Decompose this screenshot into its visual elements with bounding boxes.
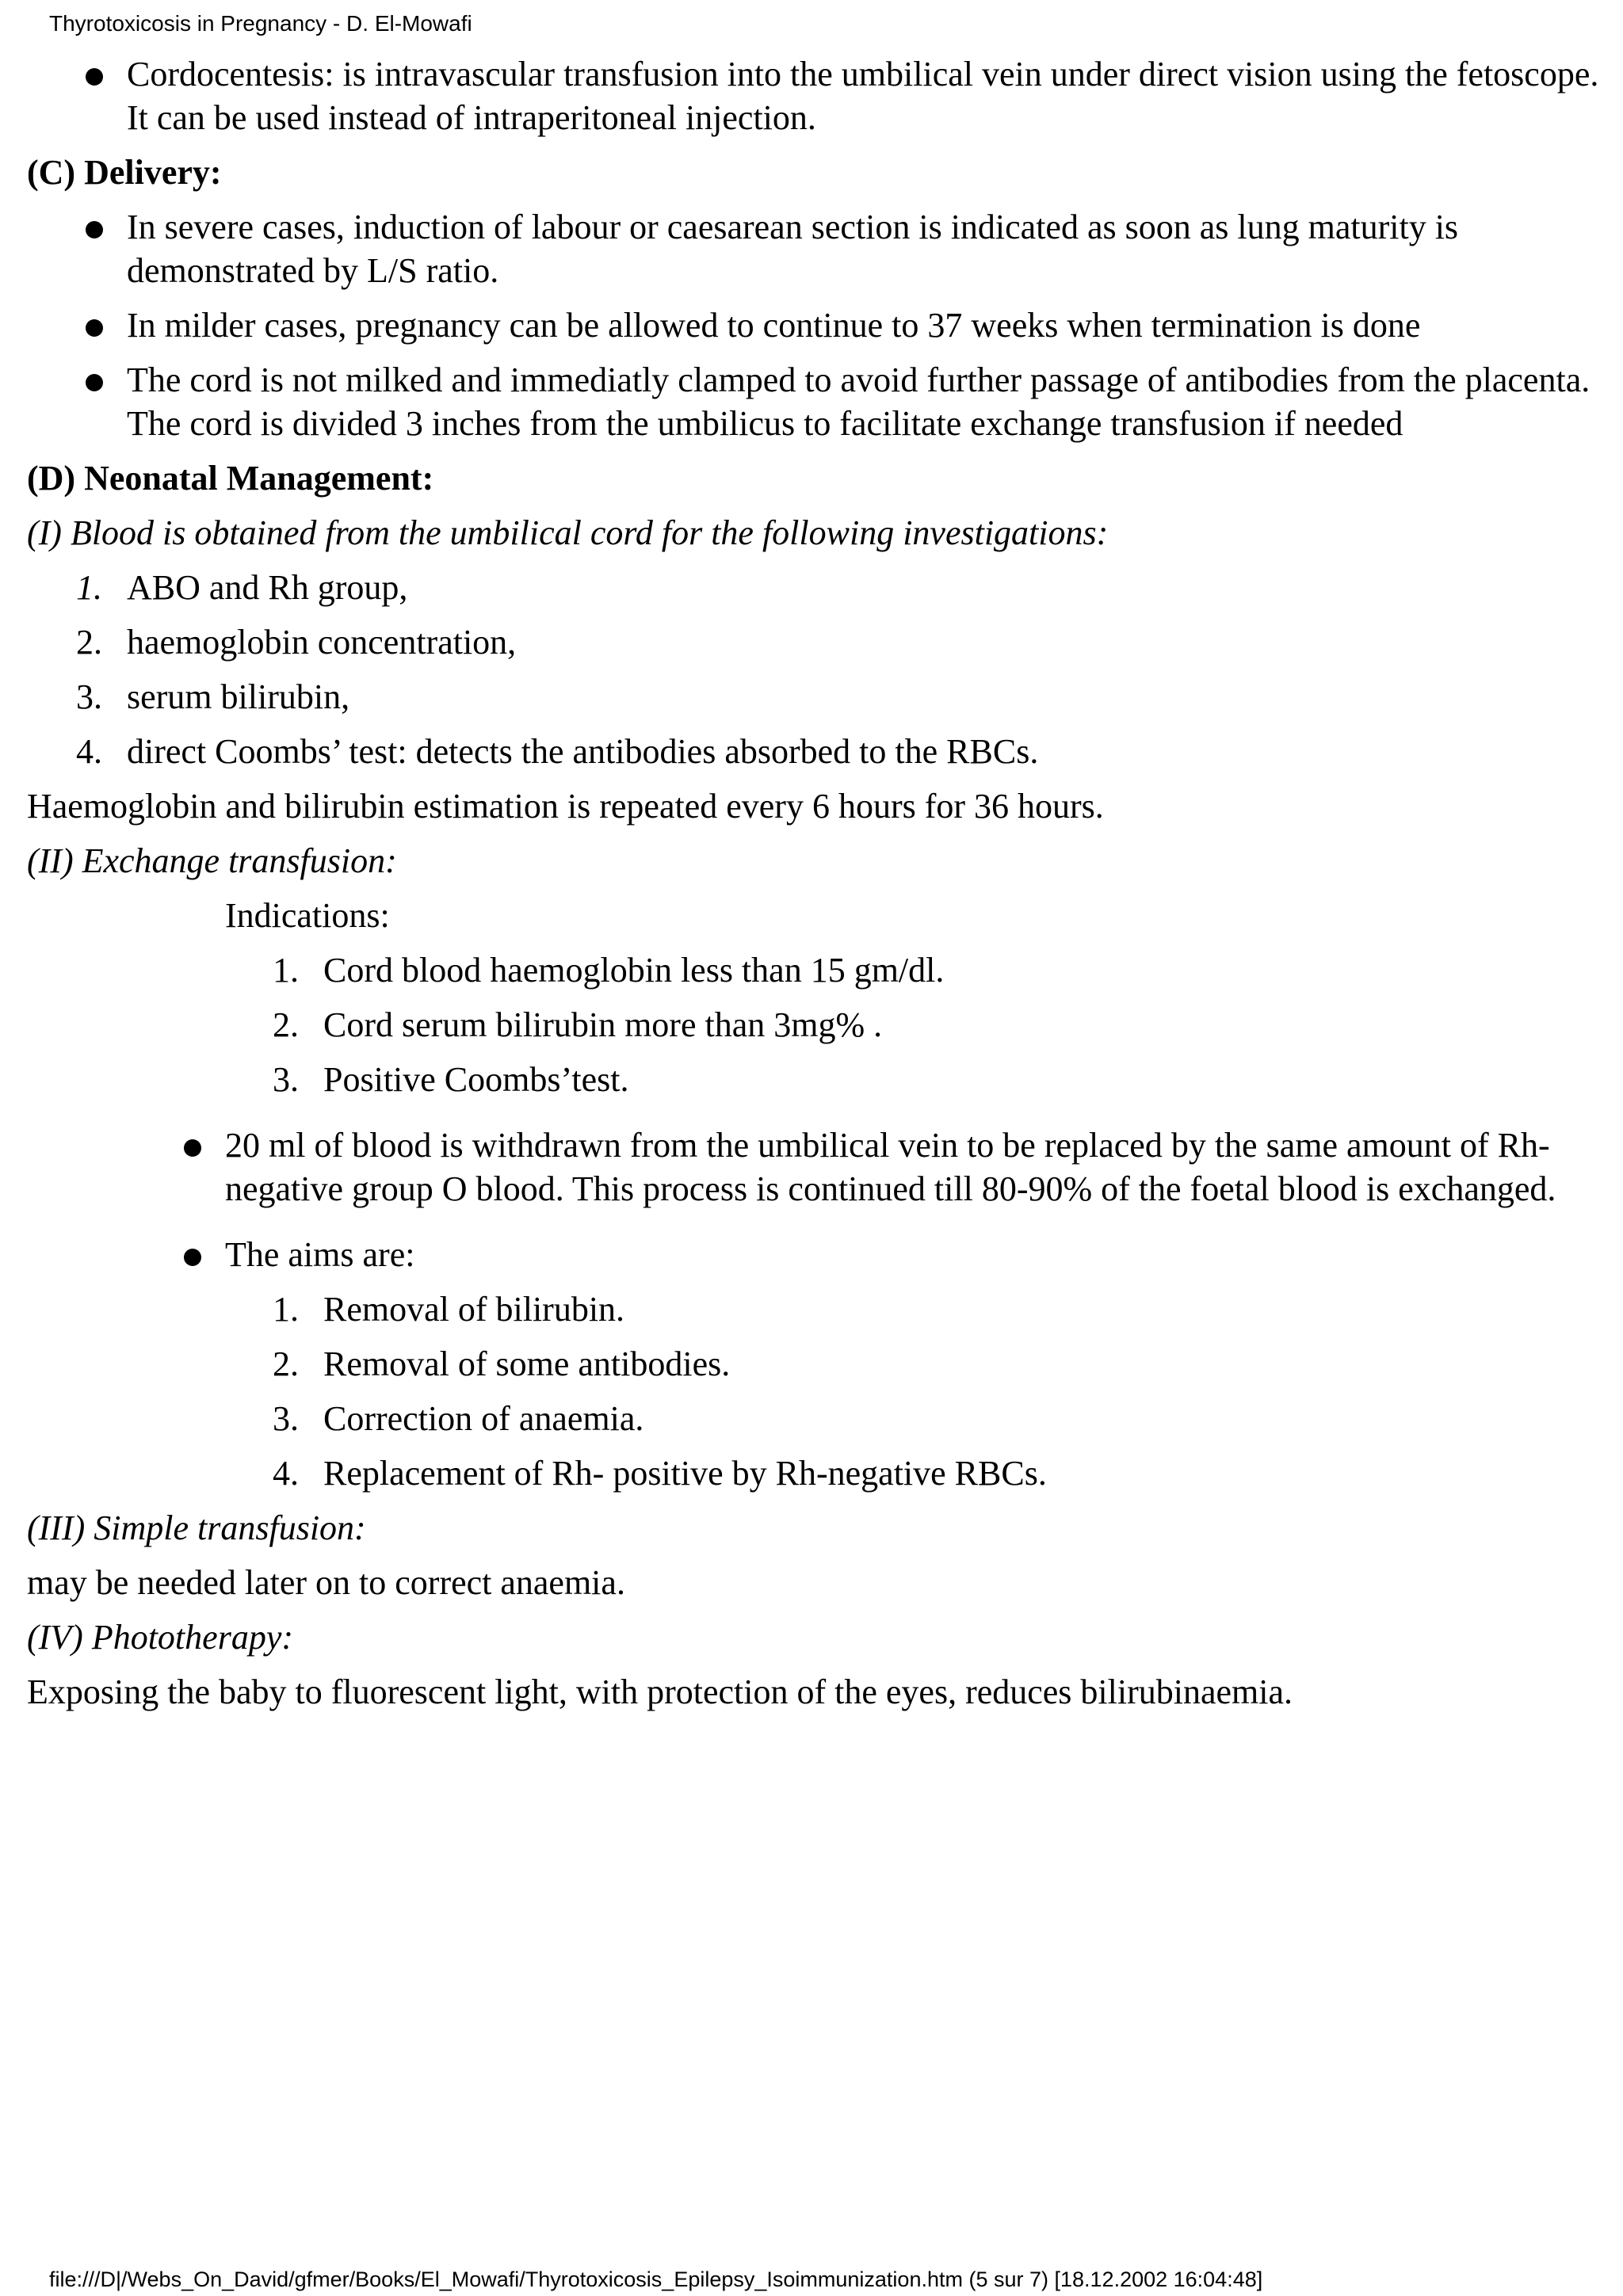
list-item <box>27 1058 1604 1101</box>
list-text: Cord serum bilirubin more than 3mg% . <box>323 1005 883 1044</box>
list-text: Cord blood haemoglobin less than 15 gm/dl. <box>323 951 945 990</box>
document-body <box>27 52 1604 1725</box>
list-number: 2. <box>273 1005 299 1044</box>
bullet-text: In milder cases, pregnancy can be allowed to continue to 37 weeks when termination is done <box>127 306 1421 345</box>
list-item <box>27 1342 1604 1386</box>
list-item <box>27 566 1604 609</box>
intro-bullet-list <box>27 52 1604 139</box>
list-text: Correction of anaemia. <box>323 1399 644 1438</box>
exchange-heading: (II) Exchange transfusion: <box>27 841 397 880</box>
bullet-icon <box>86 221 103 238</box>
bullet-icon <box>184 1249 201 1266</box>
list-item <box>27 675 1604 719</box>
list-text: Replacement of Rh- positive by Rh-negative RBCs. <box>323 1454 1047 1493</box>
exchange-bullet-list <box>27 1123 1604 1276</box>
list-number: 4. <box>273 1454 299 1493</box>
list-text: direct Coombs’ test: detects the antibodies absorbed to the RBCs. <box>127 732 1039 771</box>
list-text: Positive Coombs’test. <box>323 1060 629 1099</box>
bullet-text: The cord is not milked and immediatly clamped to avoid further passage of antibodies from the placenta. The cord is divided 3 inches from the umbilicus to facilitate exchange transfusion if needed <box>127 360 1591 443</box>
list-item <box>27 52 1604 139</box>
list-number: 3. <box>76 677 102 716</box>
bullet-text: The aims are: <box>225 1235 415 1274</box>
page-footer: file:///D|/Webs_On_David/gfmer/Books/El_Mowafi/Thyrotoxicosis_Epilepsy_Isoimmunization.htm (5 sur 7) [18.12.2002 16:04:48] <box>49 2267 1263 2291</box>
delivery-bullet-list <box>27 205 1604 445</box>
bullet-icon <box>86 374 103 391</box>
list-text: Removal of some antibodies. <box>323 1344 731 1383</box>
simple-transfusion-text: may be needed later on to correct anaemia. <box>27 1563 625 1602</box>
list-number: 3. <box>273 1399 299 1438</box>
list-item <box>27 358 1604 445</box>
indications-list <box>27 948 1604 1101</box>
indications-label: Indications: <box>225 896 390 935</box>
list-item <box>27 1123 1604 1211</box>
phototherapy-heading: (IV) Phototherapy: <box>27 1618 293 1657</box>
bullet-icon <box>86 319 103 337</box>
list-text: Removal of bilirubin. <box>323 1290 625 1329</box>
list-number: 2. <box>273 1344 299 1383</box>
list-number: 1. <box>273 951 299 990</box>
aims-list <box>27 1287 1604 1495</box>
page-header: Thyrotoxicosis in Pregnancy - D. El-Mowafi <box>49 11 472 36</box>
list-item <box>27 1287 1604 1331</box>
phototherapy-text: Exposing the baby to fluorescent light, with protection of the eyes, reduces bilirubinaemia. <box>27 1672 1293 1711</box>
list-item <box>27 205 1604 292</box>
list-item <box>27 1003 1604 1047</box>
list-item <box>27 1451 1604 1495</box>
list-text: ABO and Rh group, <box>127 568 408 607</box>
bullet-text: 20 ml of blood is withdrawn from the umbilical vein to be replaced by the same amount of Rh-negative group O blood. This process is continued till 80-90% of the foetal blood is exchanged. <box>225 1126 1556 1208</box>
list-number: 3. <box>273 1060 299 1099</box>
investigations-list <box>27 566 1604 773</box>
list-number: 2. <box>76 623 102 662</box>
blood-intro: (I) Blood is obtained from the umbilical cord for the following investigations: <box>27 513 1109 552</box>
list-text: haemoglobin concentration, <box>127 623 517 662</box>
list-item <box>27 948 1604 992</box>
list-item <box>27 1397 1604 1440</box>
list-number: 1. <box>273 1290 299 1329</box>
repeat-note: Haemoglobin and bilirubin estimation is repeated every 6 hours for 36 hours. <box>27 787 1104 826</box>
neonatal-heading: (D) Neonatal Management: <box>27 459 434 498</box>
list-number: 4. <box>76 732 102 771</box>
simple-transfusion-heading: (III) Simple transfusion: <box>27 1508 366 1547</box>
list-number: 1. <box>76 568 102 607</box>
bullet-text: Cordocentesis: is intravascular transfusion into the umbilical vein under direct vision using the fetoscope. It can be used instead of intraperitoneal injection. <box>127 55 1599 137</box>
bullet-text: In severe cases, induction of labour or caesarean section is indicated as soon as lung maturity is demonstrated by L/S ratio. <box>127 208 1459 290</box>
list-item <box>27 303 1604 347</box>
bullet-icon <box>86 68 103 86</box>
list-text: serum bilirubin, <box>127 677 350 716</box>
delivery-heading: (C) Delivery: <box>27 153 222 192</box>
bullet-icon <box>184 1139 201 1157</box>
list-item <box>27 730 1604 773</box>
list-item <box>27 1233 1604 1276</box>
list-item <box>27 620 1604 664</box>
